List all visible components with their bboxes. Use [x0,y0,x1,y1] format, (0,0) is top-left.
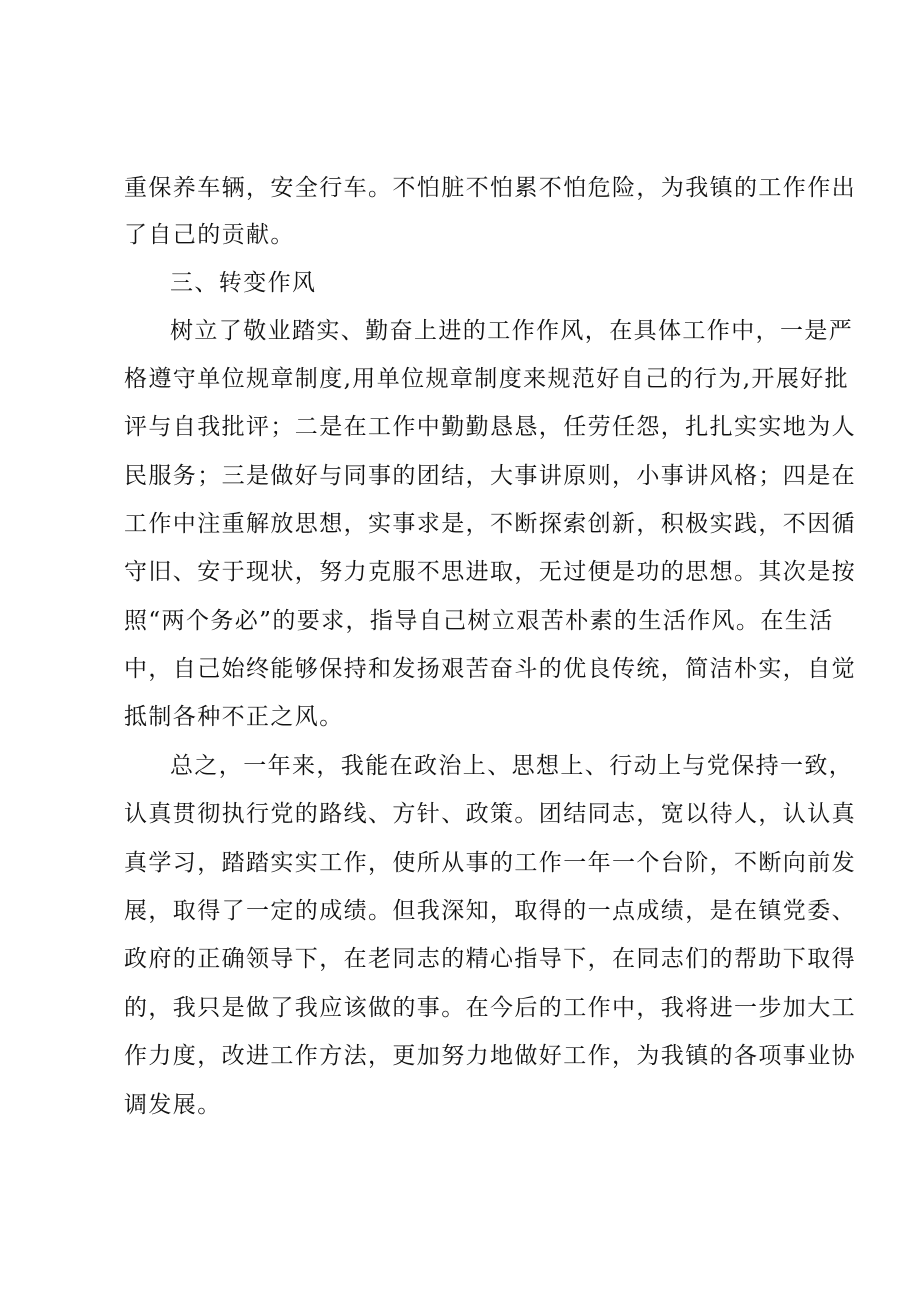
body-line: 守旧、安于现状，努力克服不思进取，无过便是功的思想。其次是按 [124,559,856,585]
body-line: 工作中注重解放思想，实事求是，不断探索创新，积极实践，不因循 [124,511,856,537]
body-line: 调发展。 [124,1092,222,1118]
body-line: 认真贯彻执行党的路线、方针、政策。团结同志，宽以待人，认认真 [124,801,856,827]
body-line: 评与自我批评；二是在工作中勤勤恳恳，任劳任怨，扎扎实实地为人 [124,414,856,440]
body-line: 作力度，改进工作方法，更加努力地做好工作，为我镇的各项事业协 [124,1043,856,1069]
body-line: 的，我只是做了我应该做的事。在今后的工作中，我将进一步加大工 [124,995,856,1021]
body-line: 中，自己始终能够保持和发扬艰苦奋斗的优良传统，简洁朴实，自觉 [124,656,856,682]
body-line: 民服务；三是做好与同事的团结，大事讲原则，小事讲风格；四是在 [124,463,856,489]
body-line: 政府的正确领导下，在老同志的精心指导下，在同志们的帮助下取得 [124,946,856,972]
section-heading: 三、转变作风 [170,270,317,296]
body-line: 展，取得了一定的成绩。但我深知，取得的一点成绩，是在镇党委、 [124,898,856,924]
body-line: 抵制各种不正之风。 [124,704,344,730]
body-line: 真学习，踏踏实实工作，使所从事的工作一年一个台阶，不断向前发 [124,850,856,876]
body-line: 格遵守单位规章制度,用单位规章制度来规范好自己的行为,开展好批 [124,366,850,392]
paragraph-first-line: 总之，一年来，我能在政治上、思想上、行动上与党保持一致， [170,753,854,779]
body-line: 重保养车辆，安全行车。不怕脏不怕累不怕危险，为我镇的工作作出 [124,175,856,201]
body-line: 了自己的贡献。 [124,222,295,248]
body-line: 照“两个务必”的要求，指导自己树立艰苦朴素的生活作风。在生活 [124,608,834,634]
paragraph-first-line: 树立了敬业踏实、勤奋上进的工作作风，在具体工作中，一是严 [170,318,854,344]
